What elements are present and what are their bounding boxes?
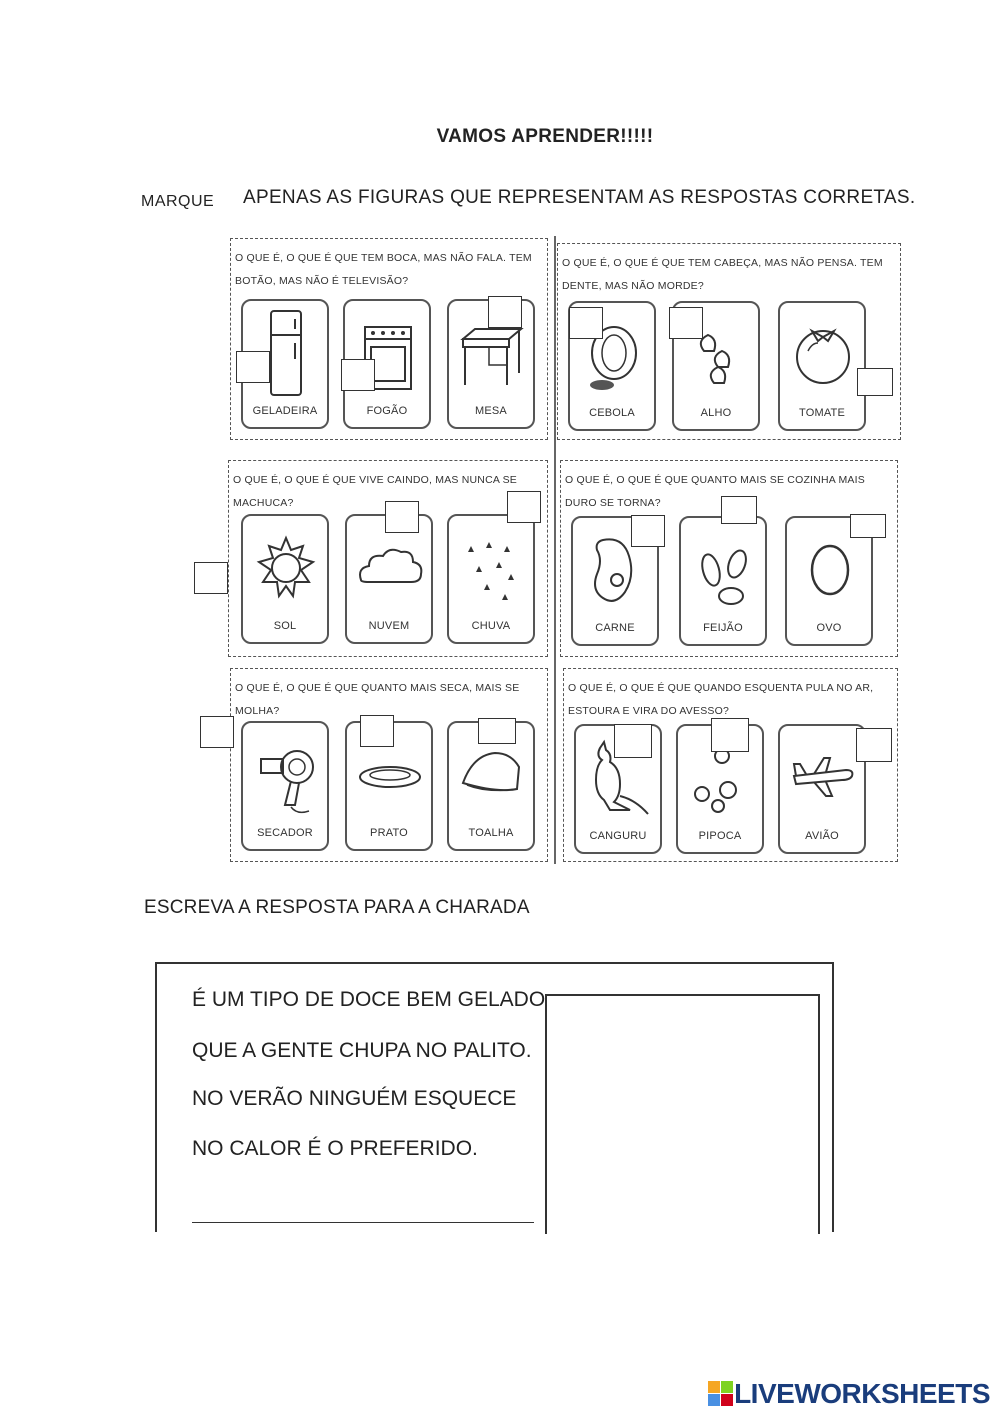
option-label: CEBOLA	[589, 407, 635, 419]
cloud-icon	[357, 524, 423, 614]
riddle-question: O QUE É, O QUE É QUE QUANDO ESQUENTA PULA NO AR, ESTOURA E VIRA DO AVESSO?	[568, 682, 874, 717]
page-title: VAMOS APRENDER!!!!!	[436, 126, 654, 147]
riddle-question: O QUE É, O QUE É QUE QUANTO MAIS SE COZINHA MAIS DURO SE TORNA?	[565, 474, 865, 509]
riddle-section-4	[560, 460, 898, 657]
checkbox-alho[interactable]	[669, 307, 703, 339]
checkbox-secador[interactable]	[200, 716, 234, 748]
option-card-nuvem	[345, 514, 433, 644]
riddle-line: NO CALOR É O PREFERIDO.	[192, 1137, 478, 1160]
option-label: PIPOCA	[698, 830, 742, 842]
option-label: CHUVA	[471, 620, 511, 632]
checkbox-cebola[interactable]	[569, 307, 603, 339]
option-label: SOL	[273, 620, 297, 632]
egg-icon	[797, 526, 863, 616]
option-card-chuva	[447, 514, 535, 644]
checkbox-fogao[interactable]	[341, 359, 375, 391]
option-label: AVIÃO	[805, 830, 839, 842]
checkbox-carne[interactable]	[631, 515, 665, 547]
riddle-section-5	[230, 668, 548, 862]
brand-name: LIVEWORKSHEETS	[734, 1378, 990, 1409]
option-label: FOGÃO	[366, 405, 408, 417]
checkbox-prato[interactable]	[360, 715, 394, 747]
riddle-question: O QUE É, O QUE É QUE TEM CABEÇA, MAS NÃO PENSA. TEM DENTE, MAS NÃO MORDE?	[562, 257, 883, 292]
option-label: NUVEM	[368, 620, 410, 632]
liveworksheets-logo-icon	[708, 1379, 734, 1409]
riddle-section-2	[557, 243, 901, 440]
riddle-line: QUE A GENTE CHUPA NO PALITO.	[192, 1039, 532, 1062]
riddle-question: O QUE É, O QUE É QUE VIVE CAINDO, MAS NUNCA SE MACHUCA?	[233, 474, 518, 509]
option-label: PRATO	[370, 827, 408, 839]
checkbox-ovo[interactable]	[850, 514, 886, 538]
checkbox-aviao[interactable]	[856, 728, 892, 762]
checkbox-nuvem[interactable]	[385, 501, 419, 533]
rain-icon	[459, 524, 525, 614]
riddle-section-6	[563, 668, 898, 862]
checkbox-sol[interactable]	[194, 562, 228, 594]
option-card-tomate	[778, 301, 866, 431]
option-label: MESA	[475, 405, 507, 417]
option-card-aviao	[778, 724, 866, 854]
checkbox-feijao[interactable]	[721, 496, 757, 524]
riddle-section-1	[230, 238, 548, 440]
towel-icon	[459, 731, 525, 821]
option-label: FEIJÃO	[703, 622, 743, 634]
option-card-secador	[241, 721, 329, 851]
riddle-line: NO VERÃO NINGUÉM ESQUECE	[192, 1087, 517, 1110]
answer-input[interactable]	[192, 1222, 534, 1223]
tomato-icon	[790, 311, 856, 401]
riddle-line: É UM TIPO DE DOCE BEM GELADO	[192, 988, 546, 1011]
riddle-box	[155, 962, 834, 1232]
instruction-text: APENAS AS FIGURAS QUE REPRESENTAM AS RESPOSTAS CORRETAS.	[243, 187, 916, 208]
option-label: OVO	[816, 622, 842, 634]
riddle-question: O QUE É, O QUE É QUE QUANTO MAIS SECA, MAIS SE MOLHA?	[235, 682, 520, 717]
instruction-prefix: MARQUE	[141, 193, 215, 210]
column-divider	[554, 236, 556, 864]
beans-icon	[691, 526, 757, 616]
riddle-question: O QUE É, O QUE É QUE TEM BOCA, MAS NÃO FALA. TEM BOTÃO, MAS NÃO É TELEVISÃO?	[235, 252, 532, 287]
option-label: CARNE	[595, 622, 635, 634]
checkbox-geladeira[interactable]	[236, 351, 270, 383]
option-label: CANGURU	[589, 830, 647, 842]
checkbox-tomate[interactable]	[857, 368, 893, 396]
drawing-box	[545, 994, 820, 1234]
checkbox-mesa[interactable]	[488, 296, 522, 328]
checkbox-toalha[interactable]	[478, 718, 516, 744]
option-label: ALHO	[700, 407, 732, 419]
checkbox-canguru[interactable]	[614, 724, 652, 758]
option-label: TOALHA	[468, 827, 514, 839]
option-card-feijao	[679, 516, 767, 646]
option-card-sol	[241, 514, 329, 644]
liveworksheets-logo	[708, 1377, 990, 1411]
write-instruction: ESCREVA A RESPOSTA PARA A CHARADA	[144, 897, 530, 918]
option-label: SECADOR	[257, 827, 313, 839]
option-label: GELADEIRA	[252, 405, 318, 417]
hair-dryer-icon	[253, 731, 319, 821]
airplane-icon	[790, 734, 856, 824]
riddle-section-3	[228, 460, 548, 657]
sun-icon	[253, 524, 319, 614]
checkbox-pipoca[interactable]	[711, 718, 749, 752]
checkbox-chuva[interactable]	[507, 491, 541, 523]
option-label: TOMATE	[798, 407, 846, 419]
